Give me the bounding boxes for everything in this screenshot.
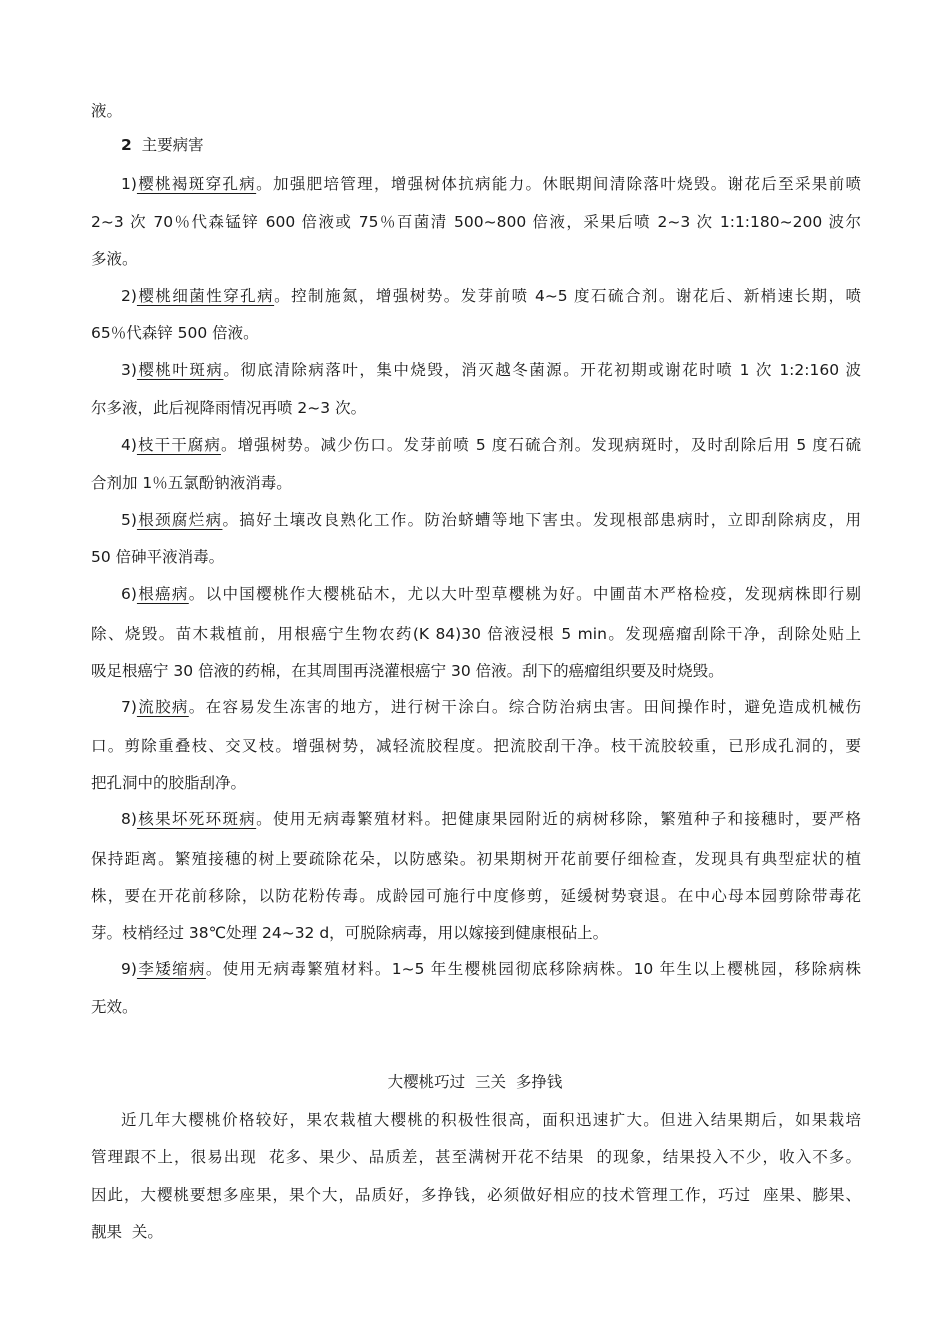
disease-name: 樱桃褐斑穿孔病 [136, 175, 257, 193]
disease-name: 根癌病 [136, 585, 189, 603]
text-line: 口。剪除重叠枝、交叉枝。增强树势，减轻流胶程度。把流胶刮干净。枝干流胶较重，已形成孔洞的，要 [91, 737, 861, 755]
disease-name: 流胶病 [136, 698, 189, 716]
text-line: 2~3 次 70％代森锰锌 600 倍液或 75％百菌清 500~800 倍液，采果后喷 2~3 次 1:1:180~200 波尔 [91, 213, 861, 231]
disease-item-2: 2)樱桃细菌性穿孔病。控制施氮，增强树势。发芽前喷 4~5 度石硫合剂。谢花后、新梢速长期，喷 [121, 287, 861, 305]
text-line: 合剂加 1％五氯酚钠液消毒。 [91, 474, 292, 492]
disease-name: 樱桃细菌性穿孔病 [136, 287, 275, 305]
text-line: 65％代森锌 500 倍液。 [91, 324, 259, 342]
text-line: 液。 [91, 102, 123, 120]
paragraph-line: 因此，大樱桃要想多座果，果个大，品质好，多挣钱，必须做好相应的技术管理工作，巧过 座果、膨果、 [91, 1186, 861, 1204]
section-title: 主要病害 [141, 136, 204, 154]
text-line: 保持距离。繁殖接穗的树上要疏除花朵，以防感染。初果期树开花前要仔细检查，发现具有典型症状的植 [91, 850, 861, 868]
text-line: 芽。枝梢经过 38℃处理 24~32 d，可脱除病毒，用以嫁接到健康根砧上。 [91, 924, 609, 942]
section-heading [121, 135, 204, 155]
section-number: 2 [121, 136, 132, 154]
article-title: 大樱桃巧过 三关 多挣钱 [387, 1073, 563, 1091]
disease-item-9: 9)李矮缩病。使用无病毒繁殖材料。1~5 年生樱桃园彻底移除病株。10 年生以上樱桃园，移除病株 [121, 960, 861, 978]
paragraph-line: 靓果 关。 [91, 1223, 163, 1241]
text-line: 50 倍砷平液消毒。 [91, 548, 225, 566]
disease-item-7: 7)流胶病。在容易发生冻害的地方，进行树干涂白。综合防治病虫害。田间操作时，避免造成机械伤 [121, 698, 861, 716]
text-line: 把孔洞中的胶脂刮净。 [91, 774, 247, 792]
disease-name: 根颈腐烂病 [136, 511, 223, 529]
text-line: 株，要在开花前移除，以防花粉传毒。成龄园可施行中度修剪，延缓树势衰退。在中心母本园剪除带毒花 [91, 887, 861, 905]
disease-name: 李矮缩病 [136, 960, 206, 978]
disease-name: 枝干干腐病 [136, 436, 221, 454]
text-line: 无效。 [91, 998, 138, 1016]
disease-name: 核果坏死环斑病 [136, 810, 257, 828]
disease-item-6: 6)根癌病。以中国樱桃作大樱桃砧木，尤以大叶型草樱桃为好。中圃苗木严格检疫，发现病株即行剔 [121, 585, 861, 603]
disease-item-3: 3)樱桃叶斑病。彻底清除病落叶，集中烧毁，消灭越冬菌源。开花初期或谢花时喷 1 次 1:2:160 波 [121, 361, 861, 379]
disease-item-1: 1)樱桃褐斑穿孔病。加强肥培管理，增强树体抗病能力。休眠期间清除落叶烧毁。谢花后至采果前喷 [121, 175, 861, 193]
disease-item-5: 5)根颈腐烂病。搞好土壤改良熟化工作。防治蛴螬等地下害虫。发现根部患病时，立即刮除病皮，用 [121, 511, 861, 529]
paragraph-line: 近几年大樱桃价格较好，果农栽植大樱桃的积极性很高，面积迅速扩大。但进入结果期后，如果栽培 [121, 1111, 861, 1129]
disease-name: 樱桃叶斑病 [136, 361, 224, 379]
text-line: 多液。 [91, 250, 138, 268]
disease-item-4: 4)枝干干腐病。增强树势。减少伤口。发芽前喷 5 度石硫合剂。发现病斑时，及时刮除后用 5 度石硫 [121, 436, 861, 454]
disease-item-8: 8)核果坏死环斑病。使用无病毒繁殖材料。把健康果园附近的病树移除，繁殖种子和接穗时，要严格 [121, 810, 861, 828]
text-line: 吸足根癌宁 30 倍液的药棉，在其周围再浇灌根癌宁 30 倍液。刮下的癌瘤组织要及时烧毁。 [91, 662, 724, 680]
text-line: 尔多液，此后视降雨情况再喷 2~3 次。 [91, 399, 367, 417]
text-line: 除、烧毁。苗木栽植前，用根癌宁生物农药(K 84)30 倍液浸根 5 min。发现癌瘤刮除干净，刮除处贴上 [91, 625, 861, 643]
paragraph-line: 管理跟不上，很易出现 花多、果少、品质差，甚至满树开花不结果 的现象，结果投入不少，收入不多。 [91, 1148, 861, 1166]
